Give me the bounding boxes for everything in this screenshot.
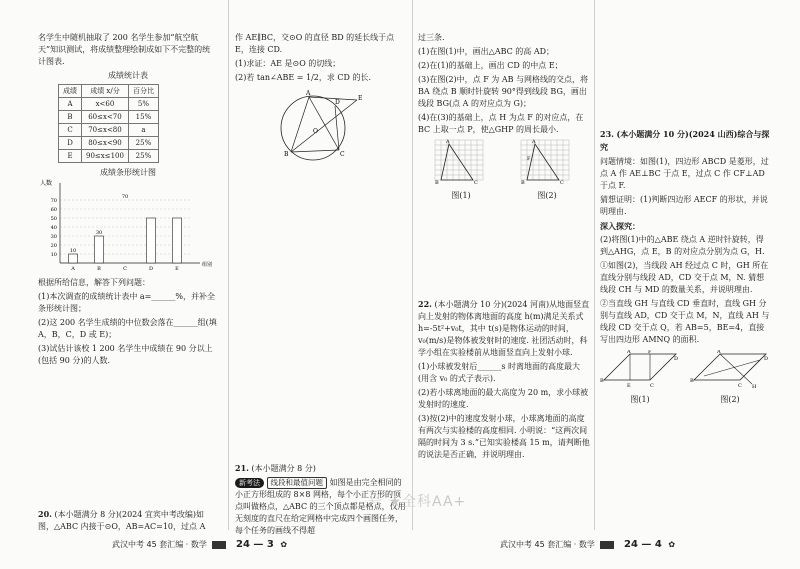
q20-sub2: (2)若 tan∠ABE = 1/2，求 CD 的长.: [235, 73, 372, 82]
q23-sub2b: ②当直线 GH 与直线 CD 垂直时，直线 GH 分别与直线 AD，CD 交于点 M，N，直线 AH 与线段 CD 交于点 Q，若 AB=5，BE=4，直接写出四边形 AMNQ 的面积.: [600, 299, 770, 344]
footer-left: [112, 537, 287, 553]
q20-text: (本小题满分 8 分)(2024 宜宾中考改编)如图，△ABC 内接于⊙O，AB=AC=10，过点 A: [38, 510, 206, 531]
y-axis-label: 人数: [40, 180, 53, 187]
bar-chart: [38, 179, 218, 273]
bar-E: [173, 218, 182, 263]
svg-text:E: E: [627, 383, 631, 389]
q19-conclusion: 根据所给信息，解答下列问题：: [38, 278, 150, 287]
y-tick-label: 70: [50, 198, 57, 204]
column-divider: [412, 0, 413, 530]
q23-number: 23.: [600, 129, 614, 139]
q23-sub2: (2)将图(1)中的△ABE 绕点 A 逆时针旋转，得到△AHG，点 E，B 的对应点分别为点 G，H.: [600, 235, 765, 256]
bar-A: [69, 254, 78, 263]
q20-number: 20.: [38, 509, 52, 519]
bar-value-label: 70: [121, 194, 129, 200]
watermark: 号 ★全科AA+: [368, 494, 467, 510]
q19-sub2: (2)这 200 名学生成绩的中位数会落在______组(填 A，B，C，D 或 E)；: [38, 318, 217, 339]
svg-text:D: D: [335, 99, 340, 106]
svg-text:A: A: [306, 90, 311, 97]
q20-sub1: (1)求证：AE 是⊙O 的切线；: [235, 59, 341, 68]
svg-text:B: B: [435, 180, 439, 186]
page-number: 24 — 4: [624, 539, 662, 550]
column-4: [600, 128, 770, 406]
column-3: [418, 32, 590, 202]
table-row: B 60≤x<70 15%: [59, 111, 159, 124]
svg-text:D: D: [674, 356, 679, 362]
bar-B: [95, 236, 104, 263]
q21-text: 如图是由完全相同的小正方形组成的 8×8 网格，每个小正方形的顶点叫做格点，△ABC 的三个顶点都是格点，仅用无刻度的直尺在给定网格中完成四个画图任务，每个任务的画线不得超: [235, 478, 406, 535]
bar-value-label: 30: [95, 230, 103, 236]
svg-text:A: A: [627, 350, 631, 355]
column-2: [235, 32, 407, 170]
y-tick-label: 50: [50, 216, 57, 222]
fig2-caption: 图(2): [537, 191, 557, 200]
rhombus-figure-2: [690, 350, 770, 390]
svg-text:F: F: [527, 156, 531, 162]
svg-text:H: H: [752, 384, 757, 390]
grid-figures: [418, 138, 590, 202]
page-number: 24 — 3: [236, 539, 274, 550]
bar-D: [147, 218, 156, 263]
q23-situation: 问题情境：如图(1)，四边形 ABCD 是菱形，过点 A 作 AE⊥BC 于点 E，过点 C 作 CF⊥AD 于点 F.: [600, 157, 769, 190]
q21-head: (本小题满分 8 分): [251, 464, 316, 473]
y-tick-label: 40: [50, 225, 57, 231]
x-tick-label: E: [175, 266, 179, 272]
rhombus-figures: [600, 350, 770, 406]
q23-conjecture: 猜想证明：(1)判断四边形 AECF 的形状，并说明理由.: [600, 195, 768, 216]
x-tick-label: C: [123, 266, 127, 272]
grid-figure-1: [431, 138, 491, 186]
rhombus-figure-1: [600, 350, 680, 390]
fig2-caption: 图(2): [720, 395, 740, 404]
q23-sub2a: ①如图(2)，当线段 AH 经过点 C 时，GH 所在直线分别与线段 AD，CD 交于点 M，N. 猜想线段 CH 与 MD 的数量关系，并说明理由.: [600, 261, 769, 294]
table-row: D 80≤x<90 25%: [59, 137, 159, 150]
svg-text:C: C: [650, 383, 654, 389]
svg-text:F: F: [648, 350, 652, 355]
q21-item: (2)在(1)的基础上，画出 CD 的中点 E；: [418, 61, 563, 70]
q21-number: 21.: [235, 463, 249, 473]
x-tick-label: A: [71, 266, 75, 272]
fig1-caption: 图(1): [630, 395, 650, 404]
fig1-caption: 图(1): [451, 191, 471, 200]
svg-text:C: C: [738, 383, 742, 389]
column-1: [38, 32, 218, 369]
x-axis-label: 组别: [202, 262, 213, 268]
y-tick-label: 10: [50, 252, 57, 258]
footer-right: [500, 537, 675, 553]
svg-text:B: B: [600, 378, 604, 384]
q22-sub3: (3)按(2)中的速度发射小球，小球离地面的高度有两次与实验楼的高度相同. 小明说：“这两次间隔的时间为 3 s.”已知实验楼高 15 m，请判断他的说法是否正确，并说明理由.: [418, 414, 590, 459]
y-tick-label: 20: [50, 243, 57, 249]
bar-chart-title: 成绩条形统计图: [100, 168, 156, 177]
q20-continued: 作 AE∥BC，交⊙O 的直径 BD 的延长线于点 E，连接 CD.: [235, 33, 395, 54]
q23-explore: 深入探究：: [600, 221, 640, 231]
q21-item: (4)在(3)的基础上，点 H 为点 F 的对应点，在 BC 上取一点 P，使△GHP 的周长最小.: [418, 113, 584, 134]
svg-text:A: A: [532, 139, 536, 145]
svg-text:B: B: [690, 378, 694, 384]
new-method-badge: 新考法: [235, 478, 264, 488]
grid-figure-2: [517, 138, 577, 186]
table-row: A x<60 5%: [59, 98, 159, 111]
svg-text:B: B: [521, 180, 525, 186]
svg-text:D: D: [764, 356, 769, 362]
svg-text:B: B: [284, 151, 289, 158]
q20-block: [38, 508, 220, 533]
q21-item: (3)在图(2)中，点 F 为 AB 与网格线的交点，将 BA 绕点 B 顺时针旋转 90°得到线段 BG，画出线段 BG(点 A 的对应点为 G)；: [418, 75, 589, 108]
q22-number: 22.: [418, 299, 432, 309]
score-table: [58, 84, 159, 163]
q22-text: (本小题满分 10 分)(2024 河南)从地面竖直向上发射的物体离地面的高度 h(m)满足关系式 h=-5t²+v₀t，其中 t(s)是物体运动的时间，v₀(m/s)是物体被发射时的速度. 社团活动时，科学小组在实验楼前从地面竖直向上发射小球.: [418, 300, 590, 357]
footer-logo-icon: ✿: [280, 540, 288, 549]
svg-text:C: C: [560, 180, 564, 186]
circle-figure: [273, 88, 363, 166]
table-row: E 90≤x≤100 25%: [59, 150, 159, 163]
q22-block: [418, 298, 590, 463]
bar-value-label: 10: [69, 248, 77, 254]
svg-text:A: A: [446, 139, 450, 145]
footer-logo-icon: ✿: [668, 540, 676, 549]
q22-sub1: (1)小球被发射后______s 时离地面的高度最大(用含 v₀ 的式子表示).: [418, 362, 580, 383]
table-row: C 70≤x<80 a: [59, 124, 159, 137]
x-tick-label: B: [97, 266, 101, 272]
table-header: 成绩 x/分: [82, 85, 129, 98]
topic-tag: 线段和最值问题: [267, 477, 328, 489]
footer-book-title: 武汉中考 45 套汇编 · 数学: [500, 540, 595, 549]
q21-continued: 过三条.: [418, 33, 445, 42]
q23-head: (本小题满分 10 分)(2024 山西)综合与探究: [600, 129, 770, 152]
column-divider: [594, 0, 595, 530]
y-tick-label: 30: [50, 234, 57, 240]
footer-book-title: 武汉中考 45 套汇编 · 数学: [112, 540, 207, 549]
svg-text:C: C: [340, 151, 345, 158]
svg-text:C: C: [474, 180, 478, 186]
y-tick-label: 60: [50, 207, 57, 213]
svg-text:E: E: [358, 95, 363, 102]
x-tick-label: D: [148, 266, 154, 272]
footer-bar: [212, 541, 226, 549]
q21-item: (1)在图(1)中，画出△ABC 的高 AD；: [418, 47, 555, 56]
q22-sub2: (2)若小球离地面的最大高度为 20 m，求小球被发射时的速度.: [418, 388, 589, 409]
svg-text:A: A: [717, 350, 721, 355]
table-header: 成绩: [59, 85, 82, 98]
table-title: 成绩统计表: [108, 71, 148, 80]
q19-sub3: (3)试估计该校 1 200 名学生中成绩在 90 分以上(包括 90 分)的人数.: [38, 344, 213, 365]
table-header: 百分比: [128, 85, 158, 98]
svg-text:O: O: [313, 128, 318, 135]
footer-bar: [600, 541, 614, 549]
q19-intro: 名学生中随机抽取了 200 名学生参加“航空航天”知识测试，将成绩整理绘制成如下不完整的统计图表.: [38, 33, 211, 66]
column-divider: [228, 0, 229, 530]
q19-sub1: (1)本次调查的成绩统计表中 a=______%，并补全条形统计图；: [38, 292, 215, 313]
